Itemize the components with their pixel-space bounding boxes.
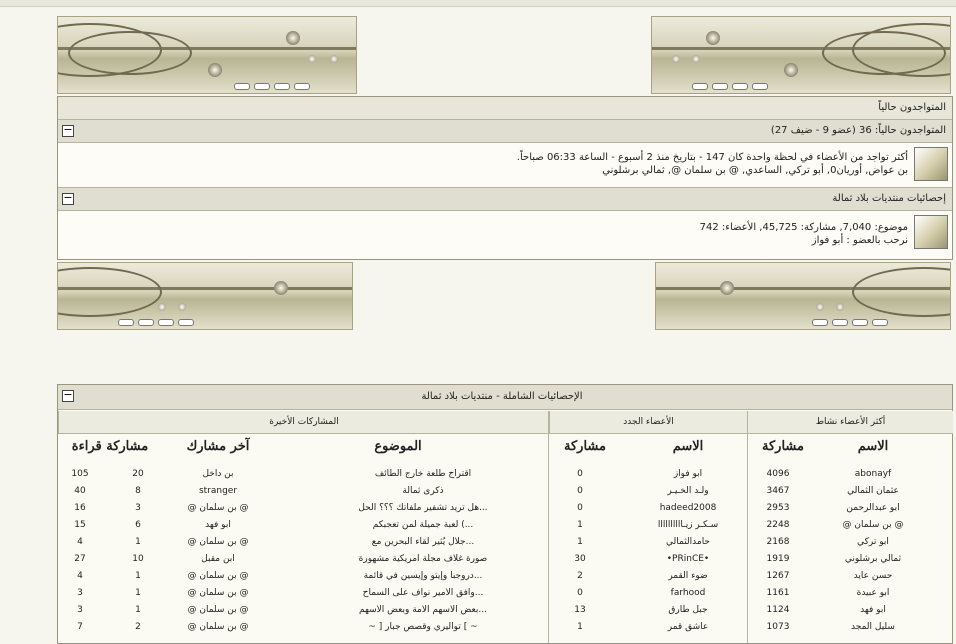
active-members-title: أكثر الأعضاء نشاط bbox=[747, 411, 953, 434]
online-summary[interactable]: المتواجدون حالياً: 36 (عضو 9 - ضيف 27) bbox=[770, 125, 946, 136]
new-header-posts: مشاركة bbox=[564, 439, 606, 454]
online-panel bbox=[57, 96, 953, 260]
collapse-stats-button[interactable]: − bbox=[63, 191, 73, 204]
new-members-title: الأعضاء الجدد bbox=[549, 411, 747, 434]
collapse-online-button[interactable]: − bbox=[63, 123, 73, 136]
online-summary-row bbox=[58, 120, 952, 143]
stats-chart-icon bbox=[914, 215, 948, 249]
decor-frame-top-right bbox=[651, 16, 951, 94]
latest-header-last: آخر مشارك bbox=[186, 439, 250, 454]
overall-stats-header: الإحصائيات الشاملة - منتديات بلاد ثمالة − bbox=[58, 385, 952, 410]
decor-frame-bottom-right bbox=[655, 262, 951, 330]
decor-frame-top-left bbox=[57, 16, 357, 94]
forum-stats-counts: موضوع: 7,040, مشاركة: 45,725, الأعضاء: 742 bbox=[699, 222, 908, 233]
online-users-icon bbox=[914, 147, 948, 181]
active-header-name: الاسم bbox=[857, 439, 889, 454]
forum-stats-row bbox=[58, 188, 952, 211]
forum-stats-welcome[interactable]: نرحب بالعضو : أبو فواز bbox=[811, 235, 908, 246]
forum-stats-title: إحصائيات منتديات بلاد ثمالة bbox=[832, 193, 946, 204]
active-header-posts: مشاركة bbox=[762, 439, 804, 454]
overall-stats-panel: الإحصائيات الشاملة - منتديات بلاد ثمالة − أكثر الأعضاء نشاط الأعضاء الجدد المشاركات الأخيرة الاسم مشاركة الاسم مشاركة الموضوع آخر مشارك مشاركة قراءة abonayf 4096 عثمان الثمالي 3467 أبو عبدالرحمن 2953 @ بن سلمان @ 2248 أبو تركي 2168 ثمالي برشلوني 1919 حسن عايد 1267 أبو عبيدة 1161 أبو فهد 1124 سليل المجد 1073 أبو فواز 0 ولـد الخـيـر 0 hadeed2008 0 سـكـر زيـاااااااااا 1 حامدالثمالي 1 •PRinCE• 30 ضوء القمر 2 farhood 0 جبل طارق 13 عاشق قمر 1 اقتراح طلعة خارج الطائف بن داخل 20 105 ذكرى ثمالة stranger 8 40 هل تريد تشفير ملفاتك ؟؟؟ الحل... @ بن سلمان @ 3 16 لعبة جميلة لمن تعجبكم (... أبو فهد 6 15 جلال يُثير لقاء البحرين مع... @ بن سلمان @ 1 4 صورة غلاف مجلة أمريكية مشهورة ابن مقبل 10 27 دروجبا وإيتو وإيسين في قائمة... @ بن سلمان @ 1 4 وافق الأمير نواف على السماح... @ بن سلمان @ 1 3 بعض الأسهم الأمة وبعض الأسهم... @ بن سلمان @ 1 3 ~ ] تواليري وقصص جبار [ ~ @ بن سلمان @ 2 7 bbox=[57, 384, 953, 644]
latest-posts-title: المشاركات الأخيرة bbox=[58, 411, 549, 434]
decor-frame-bottom-left bbox=[57, 262, 353, 330]
online-max-line: أكثر تواجد من الأعضاء في لحظة واحدة كان 147 - بتاريخ منذ 2 أسبوع - الساعة 06:33 صباحاً. bbox=[516, 152, 908, 163]
new-header-name: الاسم bbox=[672, 439, 704, 454]
latest-header-topic: الموضوع bbox=[374, 439, 422, 454]
latest-header-posts-reads: مشاركة قراءة bbox=[71, 439, 149, 454]
forum-stats-info-row bbox=[58, 211, 952, 257]
online-info-row bbox=[58, 143, 952, 188]
online-members-line[interactable]: بن عواض, أوريان0, أبو تركي, الساعدي, @ بن سلمان @, ثمالي برشلوني bbox=[602, 165, 908, 176]
collapse-overall-button[interactable]: − bbox=[63, 388, 73, 401]
online-title: المتواجدون حالياً bbox=[58, 97, 952, 120]
browser-top-strip bbox=[0, 0, 956, 7]
